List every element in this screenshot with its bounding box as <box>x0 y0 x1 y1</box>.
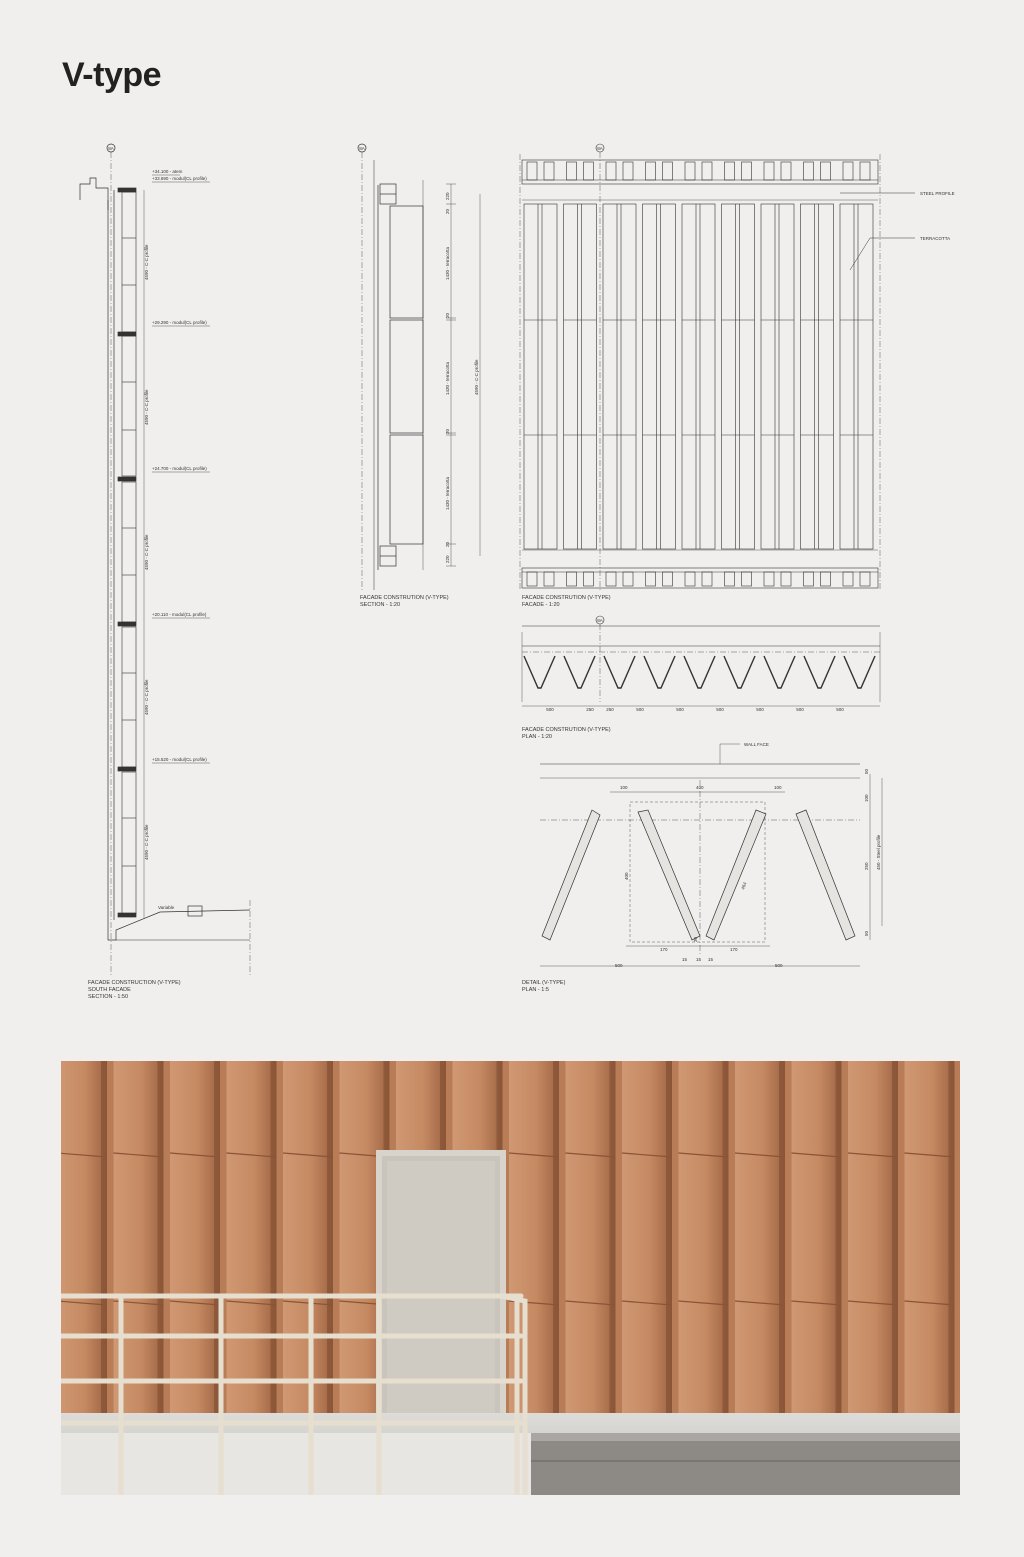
level-label: +20.110 - modul(CL profile) <box>152 612 207 617</box>
level-label: +24.700 - modul(CL profile) <box>152 466 207 471</box>
plan-dim: 500 <box>756 707 764 712</box>
dim-label: 4590 - C-C profile <box>144 679 149 715</box>
terracotta-fin <box>170 1061 220 1421</box>
terracotta-panel <box>524 204 557 549</box>
detail-dim: 50 <box>864 930 869 936</box>
profile-slot <box>646 162 656 180</box>
terracotta-fin <box>61 1061 107 1421</box>
profile-slot <box>742 162 752 180</box>
dim-label: 4590 - C-C profile <box>144 389 149 425</box>
fin-shadow <box>158 1061 164 1421</box>
detail-dim: 400 <box>696 785 704 790</box>
profile-slot <box>742 572 752 586</box>
detail-dim: 50 <box>864 768 869 774</box>
fin-shadow <box>949 1061 955 1421</box>
plan-dim: 500 <box>546 707 554 712</box>
dim-label: 1430 - terracotta <box>445 476 450 510</box>
level-label: +33.690 - modul(CL profile) <box>152 176 207 181</box>
profile-slot <box>584 162 594 180</box>
profile-slot <box>544 162 554 180</box>
plan-dim: 500 <box>636 707 644 712</box>
terracotta-panel <box>761 204 794 549</box>
profile-slot <box>623 162 633 180</box>
terracotta-fin <box>679 1061 729 1421</box>
profile-slot <box>702 162 712 180</box>
v-fin-plan <box>684 656 715 688</box>
dim-label: 4590 - C-C profile <box>144 824 149 860</box>
profile-slot <box>527 572 537 586</box>
detail-dim: 15 <box>708 957 714 962</box>
profile-slot <box>781 162 791 180</box>
south-section-caption: FACADE CONSTRUCTION (V-TYPE) SOUTH FACADE SECTION - 1:50 <box>88 980 181 1000</box>
v-fin-plan <box>564 656 595 688</box>
terracotta-fin <box>792 1061 842 1421</box>
profile-slot <box>764 162 774 180</box>
profile-slot <box>567 572 577 586</box>
profile-slot <box>804 162 814 180</box>
detail-dim: 170 <box>730 947 738 952</box>
detail-dim: 464 <box>740 881 748 891</box>
profile-slot <box>725 162 735 180</box>
profile-slot <box>860 162 870 180</box>
terracotta-panel <box>801 204 834 549</box>
plan-caption: FACADE CONSTRUTION (V-TYPE) PLAN - 1:20 <box>522 727 611 740</box>
facade-rendering <box>61 1061 960 1495</box>
profile-slot <box>567 162 577 180</box>
dim-label: 1430 - terracotta <box>445 246 450 280</box>
terracotta-panel <box>722 204 755 549</box>
profile-slot <box>685 572 695 586</box>
profile-slot <box>663 162 673 180</box>
profile-slot <box>821 162 831 180</box>
fin-shadow <box>327 1061 333 1421</box>
profile-slot <box>821 572 831 586</box>
section-caption: FACADE CONSTRUTION (V-TYPE) SECTION - 1:20 <box>360 595 449 608</box>
dim-label: 4590 - C-C profile <box>144 534 149 570</box>
detail-dim: 400 <box>624 872 629 880</box>
steel-profile-label: STEEL PROFILE <box>920 191 955 196</box>
profile-slot <box>860 572 870 586</box>
terracotta-fin <box>905 1061 955 1421</box>
terracotta-fin <box>283 1061 333 1421</box>
facade-drawing <box>510 140 980 595</box>
profile-slot <box>843 162 853 180</box>
v-fin-plan <box>764 656 795 688</box>
terracotta-panel <box>840 204 873 549</box>
profile-slot <box>606 162 616 180</box>
variable-label: Variable <box>158 905 175 910</box>
terracotta-panel <box>682 204 715 549</box>
plan-drawing <box>510 612 890 722</box>
plan-dim: 250 <box>606 707 614 712</box>
profile-slot <box>725 572 735 586</box>
dim-label: 20 <box>445 312 450 318</box>
dim-label: 20 <box>445 428 450 434</box>
detail-dim: 15 <box>682 957 688 962</box>
detail-dim: 100 <box>864 794 869 802</box>
fin-shadow <box>553 1061 559 1421</box>
terracotta-fin <box>735 1061 785 1421</box>
detail-dim: 100 <box>774 785 782 790</box>
v-fin-plan <box>844 656 875 688</box>
v-fin-plan <box>644 656 675 688</box>
plan-dim: 500 <box>716 707 724 712</box>
fin-shadow <box>779 1061 785 1421</box>
section-drawing <box>350 140 500 595</box>
profile-slot <box>663 572 673 586</box>
rendering-illustration <box>61 1061 960 1495</box>
v-fin-plan <box>804 656 835 688</box>
detail-dim: 450 - Steel profile <box>876 834 881 870</box>
plan-dim: 500 <box>676 707 684 712</box>
profile-slot <box>685 162 695 180</box>
dim-label: 220 <box>445 192 450 200</box>
dim-label: 20 <box>445 541 450 547</box>
south-facade-section-drawing <box>60 140 280 980</box>
profile-slot <box>646 572 656 586</box>
dim-label: 4590 - C-C profile <box>144 244 149 280</box>
profile-slot <box>544 572 554 586</box>
detail-dim: 250 <box>864 862 869 870</box>
terracotta-fin <box>566 1061 616 1421</box>
level-label: +34.100 - atem <box>152 169 183 174</box>
fin-shadow <box>610 1061 616 1421</box>
fin-shadow <box>101 1061 107 1421</box>
fin-shadow <box>666 1061 672 1421</box>
v-fin-plan <box>604 656 635 688</box>
profile-slot <box>702 572 712 586</box>
dim-label: 220 <box>445 555 450 563</box>
detail-dim: 500 <box>775 963 783 968</box>
terracotta-label: TERRACOTTA <box>920 236 951 241</box>
wall-face-label: WALL FACE <box>744 742 769 747</box>
plan-dim: 250 <box>586 707 594 712</box>
plan-dim: 500 <box>796 707 804 712</box>
profile-slot <box>781 572 791 586</box>
terracotta-fin <box>848 1061 898 1421</box>
level-label: +29.290 - modul(CL profile) <box>152 320 207 325</box>
dim-total-label: 4590 - C-C profile <box>474 359 479 395</box>
grid-marker-label: 8A <box>359 146 365 151</box>
profile-slot <box>843 572 853 586</box>
fin-shadow <box>271 1061 277 1421</box>
dim-label: 1430 - terracotta <box>445 361 450 395</box>
terracotta-fin <box>622 1061 672 1421</box>
terracotta-panel <box>564 204 597 549</box>
profile-slot <box>623 572 633 586</box>
terracotta-panel <box>603 204 636 549</box>
fin-shadow <box>892 1061 898 1421</box>
dim-label: 20 <box>445 208 450 214</box>
detail-dim: 100 <box>620 785 628 790</box>
profile-slot <box>527 162 537 180</box>
page-title: V-type <box>62 56 162 94</box>
profile-slot <box>584 572 594 586</box>
profile-slot <box>764 572 774 586</box>
grid-marker-label: 8A <box>108 146 114 151</box>
profile-slot <box>606 572 616 586</box>
fin-shadow <box>723 1061 729 1421</box>
detail-drawing <box>530 740 900 980</box>
level-label: +15.520 - modul(CL profile) <box>152 757 207 762</box>
detail-caption: DETAIL (V-TYPE) PLAN - 1:5 <box>522 980 566 993</box>
detail-dim: 500 <box>615 963 623 968</box>
grid-marker-label: 8A <box>597 146 603 151</box>
grid-marker-label: 8A <box>597 618 603 623</box>
facade-caption: FACADE CONSTRUTION (V-TYPE) FACADE - 1:20 <box>522 595 611 608</box>
detail-dim: 170 <box>660 947 668 952</box>
profile-slot <box>804 572 814 586</box>
plan-dim: 500 <box>836 707 844 712</box>
terracotta-fin <box>227 1061 277 1421</box>
terracotta-panel <box>643 204 676 549</box>
v-fin-plan <box>724 656 755 688</box>
fin-shadow <box>836 1061 842 1421</box>
detail-dim: 15 <box>696 957 702 962</box>
v-fin-plan <box>524 656 555 688</box>
detail-dim: 30 <box>693 936 698 942</box>
